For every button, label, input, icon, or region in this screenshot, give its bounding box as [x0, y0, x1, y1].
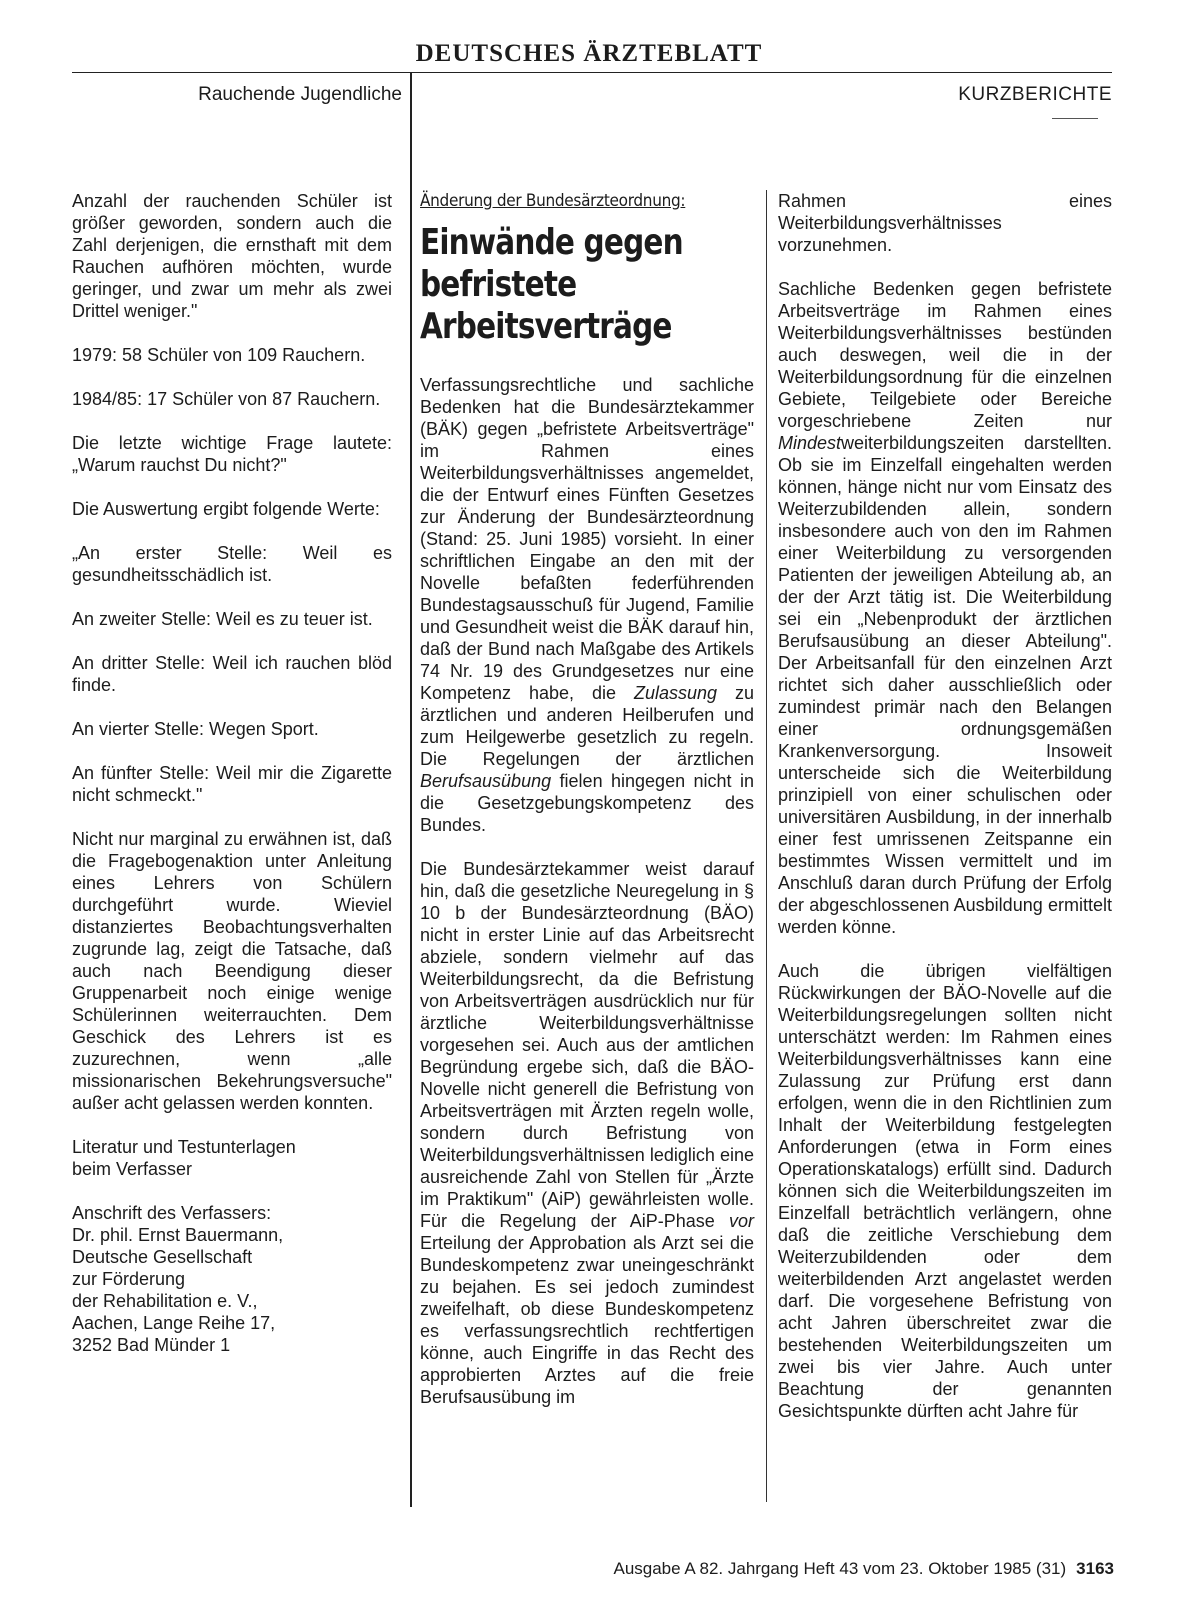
author-address	[72, 1202, 392, 1356]
address-line: 3252 Bad Münder 1	[72, 1335, 231, 1355]
emphasis-run: Berufsausübung	[420, 771, 552, 791]
section-label-left: Rauchende Jugendliche	[198, 84, 402, 105]
left-paragraph: 1984/85: 17 Schüler von 87 Rauchern.	[72, 389, 381, 409]
literature-line: beim Verfasser	[72, 1159, 193, 1179]
left-paragraph: Anzahl der rauchenden Schüler ist größer geworden, sondern auch die Zahl derjenigen, die ernsthaft mit dem Rauchen aufhören möchten, wurde geringer, und zwar um mehr als zwei Drittel weniger."	[72, 191, 392, 321]
issue-info: Ausgabe A 82. Jahrgang Heft 43 vom 23. Oktober 1985 (31)	[613, 1559, 1067, 1578]
text-run: weiterbildungszeiten darstellten. Ob sie im Einzelfall eingehalten werden können, hänge nicht nur vom Einsatz des Weiterzubildenden allein, sondern insbesondere auch von den im Rahmen einer Weiterbildung zu versorgenden Patienten der jeweiligen Abteilung ab, an der der Arzt tätig ist. Die Weiterbildung sei ein „Nebenprodukt der ärztlichen Berufsausübung an dieser Abteilung". Der Arbeitsanfall für den einzelnen Arzt richtet sich daher ausschließlich oder zumindest primär nach den Belangen einer ordnungsgemäßen Krankenversorgung. Insoweit unterscheide sich die Weiterbildung prinzipiell von einer schulischen oder universitären Ausbildung, in der innerhalb einer fest umrissenen Zeitspanne ein bestimmtes Wissen vermittelt und im Anschluß daran durch Prüfung der Erfolg der abgeschlossenen Ausbildung ermittelt werden könne.	[778, 433, 1112, 937]
address-line: Anschrift des Verfassers:	[72, 1203, 272, 1223]
section-underline	[1052, 118, 1098, 119]
left-paragraph: Nicht nur marginal zu erwähnen ist, daß die Fragebogenaktion unter Anleitung eines Lehrers von Schülern durchgeführt wurde. Wieviel distanziertes Beobachtungsverhalten zugrunde lag, zeigt die Tatsache, daß auch nach Beendigung dieser Gruppenarbeit noch einige wenige Schülerinnen weiterrauchten. Dem Geschick des Lehrers ist es zuzurechnen, wenn „alle missionarischen Bekehrungsversuche" außer acht gelassen werden konnten.	[72, 829, 392, 1113]
address-line: zur Förderung	[72, 1269, 186, 1289]
left-column	[72, 190, 392, 1378]
article-paragraph: Auch die übrigen vielfältigen Rückwirkungen der BÄO-Novelle auf die Weiterbildungsregelungen sollten nicht unterschätzt werden: Im Rahmen eines Weiterbildungsverhältnisses kann eine Zulassung zur Prüfung erst dann erfolgen, wenn die in den Richtlinien zum Inhalt der Weiterbildung festgelegten Anforderungen (etwa in Form eines Operationskatalogs) erfüllt sind. Dadurch können sich die Weiterbildungszeiten im Einzelfall beträchtlich verlängern, ohne daß die zeitliche Verschiebung dem Weiterzubildenden oder dem weiterbildenden Arzt angelastet werden darf. Die vorgesehene Befristung von acht Jahren überschreitet zwar die bestehenden Weiterbildungszeiten um zwei bis vier Jahre. Auch unter Beachtung der genannten Gesichtspunkte dürften acht Jahre für	[778, 961, 1112, 1421]
left-paragraph: An dritter Stelle: Weil ich rauchen blöd finde.	[72, 653, 392, 695]
page-footer	[420, 1558, 1114, 1580]
headline-line: befristete	[420, 264, 577, 305]
address-line: der Rehabilitation e. V.,	[72, 1291, 258, 1311]
emphasis-run: Zulassung	[633, 683, 718, 703]
column-divider-article	[766, 190, 767, 1502]
headline-line: Einwände gegen	[420, 222, 683, 263]
left-paragraph: An vierter Stelle: Wegen Sport.	[72, 719, 319, 739]
text-run: Verfassungsrechtliche und sachliche Bedenken hat die Bundesärztekammer (BÄK) gegen „befristete Arbeitsverträge" im Rahmen eines Weiterbildungsverhältnisses angemeldet, die der Entwurf eines Fünften Gesetzes zur Änderung der Bundesärzteordnung (Stand: 25. Juni 1985) vorsieht. In einer schriftlichen Eingabe an den mit der Novelle befaßten federführenden Bundestagsausschuß für Jugend, Familie und Gesundheit weist die BÄK darauf hin, daß der Bund nach Maßgabe des Artikels 74 Nr. 19 des Grundgesetzes nur eine Kompetenz habe, die	[420, 375, 754, 703]
left-paragraph: Die letzte wichtige Frage lautete: „Warum rauchst Du nicht?"	[72, 433, 392, 475]
article-paragraph	[778, 278, 1112, 938]
text-run: Sachliche Bedenken gegen befristete Arbeitsverträge im Rahmen eines Weiterbildungsverhältnisses bestünden auch deswegen, weil die in der Weiterbildungsordnung für die einzelnen Gebiete, Teilgebiete oder Bereiche vorgeschriebene Zeiten nur	[778, 279, 1112, 431]
masthead-rule	[72, 72, 1112, 73]
address-line: Aachen, Lange Reihe 17,	[72, 1313, 276, 1333]
emphasis-run: vor	[728, 1211, 754, 1231]
address-line: Deutsche Gesellschaft	[72, 1247, 253, 1267]
journal-masthead: DEUTSCHES ÄRZTEBLATT	[415, 40, 763, 67]
text-run: Erteilung der Approbation als Arzt sei die Bundeskompetenz zwar uneingeschränkt zu bejahen. Es sei jedoch zumindest zweifelhaft, ob diese Bundeskompetenz es verfassungsrechtlich rechtfertigen könne, auch Eingriffe in das Recht des approbierten Arztes auf die freie Berufsausübung im	[420, 1233, 754, 1407]
left-paragraph: An zweiter Stelle: Weil es zu teuer ist.	[72, 609, 373, 629]
left-paragraph: An fünfter Stelle: Weil mir die Zigarette nicht schmeckt."	[72, 763, 392, 805]
left-paragraph: „An erster Stelle: Weil es gesundheitsschädlich ist.	[72, 543, 392, 585]
text-run: fielen hingegen nicht in die Gesetzgebungskompetenz des Bundes.	[420, 771, 754, 835]
text-run: zu ärztlichen und anderen Heilberufen und zum Heilgewerbe gesetzlich zu regeln. Die Regelungen der ärztlichen	[420, 683, 755, 769]
article-kicker: Änderung der Bundesärzteordnung:	[420, 191, 686, 211]
left-paragraph: 1979: 58 Schüler von 109 Rauchern.	[72, 345, 366, 365]
headline-line: Arbeitsverträge	[420, 306, 672, 347]
address-line: Dr. phil. Ernst Bauermann,	[72, 1225, 284, 1245]
article-column-2	[778, 190, 1112, 1444]
column-divider-main	[410, 72, 412, 1507]
page-number: 3163	[1076, 1559, 1114, 1578]
literature-note	[72, 1136, 392, 1180]
literature-line: Literatur und Testunterlagen	[72, 1137, 296, 1157]
emphasis-run: Mindest	[778, 433, 842, 453]
text-run: Die Bundesärztekammer weist darauf hin, daß die gesetzliche Neuregelung in § 10 b der Bundesärzteordnung (BÄO) nicht in erster Linie auf das Arbeitsrecht abziele, sondern vielmehr auf das Weiterbildungsrecht, da die Befristung von Arbeitsverträgen ausdrücklich nur für ärztliche Weiterbildungsverhältnisse vorgesehen sei. Auch aus der amtlichen Begründung ergebe sich, daß die BÄO-Novelle nicht generell die Befristung von Arbeitsverträgen mit Ärzten regeln wolle, sondern durch Befristung von Weiterbildungsverhältnissen lediglich eine ausreichende Zahl von Stellen für „Ärzte im Praktikum" (AiP) gewährleisten wolle. Für die Regelung der AiP-Phase	[420, 859, 754, 1231]
article-headline	[420, 222, 748, 348]
article-lead	[420, 374, 754, 836]
article-paragraph: Rahmen eines Weiterbildungsverhältnisses vorzunehmen.	[778, 191, 1112, 255]
article-paragraph	[420, 858, 754, 1408]
left-paragraph: Die Auswertung ergibt folgende Werte:	[72, 499, 380, 519]
section-label-right: KURZBERICHTE	[958, 84, 1112, 105]
article-column-1	[420, 190, 754, 1430]
